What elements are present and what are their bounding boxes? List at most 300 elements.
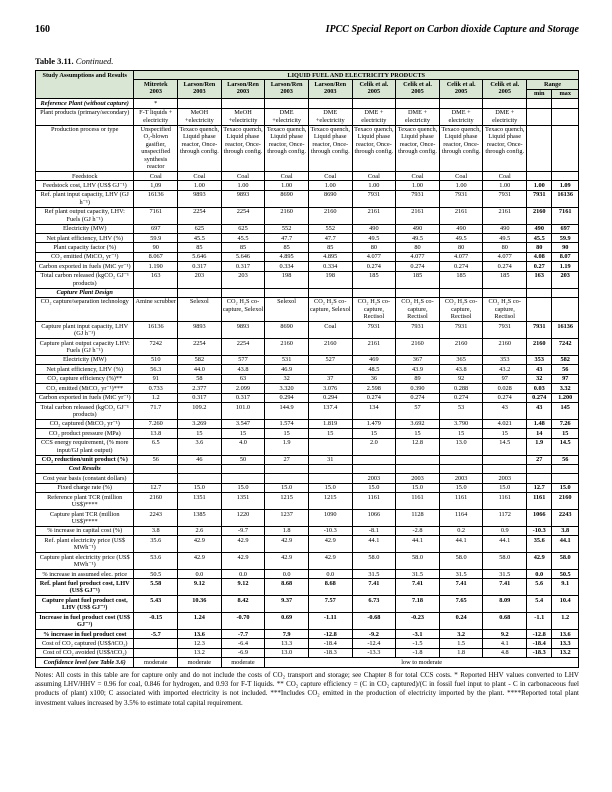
value-cell: MeOH +electricity bbox=[178, 108, 222, 125]
value-cell: Texaco quench, Liquid phase reactor, Once-through config. bbox=[221, 125, 265, 172]
value-cell: 198 bbox=[308, 271, 352, 288]
row-label: Capture plant input capacity, LHV (GJ h⁻¹) bbox=[36, 322, 134, 339]
max-cell: 8.07 bbox=[552, 252, 579, 261]
value-cell: 0.274 bbox=[483, 262, 527, 271]
table-row bbox=[36, 374, 579, 383]
value-cell: 2160 bbox=[308, 339, 352, 356]
table-row bbox=[36, 355, 579, 364]
value-cell: 31 bbox=[308, 455, 352, 464]
value-cell: -1.11 bbox=[308, 613, 352, 630]
value-cell: 0.274 bbox=[396, 393, 440, 402]
value-cell: MeOH +electricity bbox=[221, 108, 265, 125]
value-cell: 12.7 bbox=[134, 483, 178, 492]
value-cell bbox=[308, 438, 352, 455]
value-cell: 58.0 bbox=[483, 553, 527, 570]
value-cell: -6.9 bbox=[221, 648, 265, 657]
max-cell: 9.1 bbox=[552, 579, 579, 596]
value-cell: -9.7 bbox=[221, 526, 265, 535]
value-cell bbox=[439, 99, 483, 108]
value-cell: 85 bbox=[221, 243, 265, 252]
value-cell: 1215 bbox=[265, 493, 309, 510]
value-cell: 27 bbox=[265, 455, 309, 464]
value-cell: 42.9 bbox=[178, 536, 222, 553]
max-cell: 15 bbox=[552, 429, 579, 438]
value-cell: -2.8 bbox=[396, 526, 440, 535]
value-cell: 80 bbox=[352, 243, 396, 252]
value-cell: 0.294 bbox=[308, 393, 352, 402]
max-cell: 2160 bbox=[552, 493, 579, 510]
value-cell: 15 bbox=[352, 429, 396, 438]
confidence-cell: moderate bbox=[221, 658, 265, 667]
table-caption-label: Table 3.11. bbox=[35, 56, 74, 66]
value-cell: 0.288 bbox=[439, 384, 483, 393]
row-label: Cost of CO₂ avoided (US$/tCO₂) bbox=[36, 648, 134, 657]
value-cell bbox=[439, 288, 483, 297]
value-cell: 7931 bbox=[439, 322, 483, 339]
value-cell: Coal bbox=[483, 172, 527, 181]
table-row bbox=[36, 419, 579, 428]
value-cell: 13.3 bbox=[265, 639, 309, 648]
value-cell: -6.4 bbox=[221, 639, 265, 648]
value-cell bbox=[483, 288, 527, 297]
value-cell: 2003 bbox=[352, 474, 396, 483]
value-cell: 2003 bbox=[396, 474, 440, 483]
value-cell bbox=[221, 99, 265, 108]
table-row bbox=[36, 403, 579, 420]
max-cell: 56 bbox=[552, 365, 579, 374]
row-label: Cost of CO₂ captured (US$/tCO₂) bbox=[36, 639, 134, 648]
max-cell: 1.19 bbox=[552, 262, 579, 271]
study-year: 2003 bbox=[323, 88, 337, 96]
value-cell: Texaco quench, Liquid phase reactor, Once-through config. bbox=[483, 125, 527, 172]
value-cell: 2161 bbox=[352, 339, 396, 356]
min-cell: 1.9 bbox=[527, 438, 552, 455]
value-cell: 45.5 bbox=[178, 234, 222, 243]
table-row bbox=[36, 234, 579, 243]
value-cell: 1,09 bbox=[134, 181, 178, 190]
value-cell: 490 bbox=[439, 224, 483, 233]
value-cell: 15.0 bbox=[352, 483, 396, 492]
value-cell: Texaco quench, Liquid phase reactor, Once-through config. bbox=[178, 125, 222, 172]
value-cell: 44.1 bbox=[439, 536, 483, 553]
value-cell: 63 bbox=[221, 374, 265, 383]
value-cell: 50.5 bbox=[134, 570, 178, 579]
value-cell: DME + electricity bbox=[352, 108, 396, 125]
value-cell: 1161 bbox=[396, 493, 440, 510]
value-cell: Coal bbox=[396, 172, 440, 181]
min-cell: 7931 bbox=[527, 190, 552, 207]
value-cell: 49.5 bbox=[439, 234, 483, 243]
row-label: CO₂ captured (MtCO₂ yr⁻¹) bbox=[36, 419, 134, 428]
value-cell: 15 bbox=[221, 429, 265, 438]
value-cell: DME + electricity bbox=[396, 108, 440, 125]
value-cell: 0.0 bbox=[308, 570, 352, 579]
row-label: CO₂ emitted (MtCO₂ yr⁻¹)*** bbox=[36, 384, 134, 393]
value-cell: 0.274 bbox=[352, 262, 396, 271]
value-cell: 625 bbox=[221, 224, 265, 233]
table-row bbox=[36, 630, 579, 639]
table-row bbox=[36, 474, 579, 483]
study-header-cell bbox=[352, 80, 396, 99]
value-cell: F-T liquids + electricity bbox=[134, 108, 178, 125]
value-cell: 9.12 bbox=[221, 579, 265, 596]
value-cell: -1.5 bbox=[396, 639, 440, 648]
value-cell: -0.68 bbox=[352, 613, 396, 630]
min-cell bbox=[527, 464, 552, 473]
max-cell: 2243 bbox=[552, 510, 579, 527]
study-name: Mitretek bbox=[143, 80, 168, 88]
row-label: Electricity (MW) bbox=[36, 355, 134, 364]
value-cell: 42.9 bbox=[308, 553, 352, 570]
value-cell: -13.3 bbox=[352, 648, 396, 657]
value-cell: 4.8 bbox=[483, 648, 527, 657]
min-cell: -18.4 bbox=[527, 639, 552, 648]
row-label: Electricity (MW) bbox=[36, 224, 134, 233]
value-cell: 2161 bbox=[396, 207, 440, 224]
value-cell: Texaco quench, Liquid phase reactor, Once-through config. bbox=[308, 125, 352, 172]
value-cell: 0.317 bbox=[221, 262, 265, 271]
value-cell bbox=[352, 99, 396, 108]
value-cell: 510 bbox=[134, 355, 178, 364]
row-label: % increase in assumed elec. price bbox=[36, 570, 134, 579]
confidence-cell: moderate bbox=[134, 658, 178, 667]
value-cell: 71.7 bbox=[134, 403, 178, 420]
value-cell: 43.9 bbox=[396, 365, 440, 374]
value-cell: 7.18 bbox=[396, 596, 440, 613]
value-cell: Coal bbox=[134, 172, 178, 181]
value-cell: 7931 bbox=[396, 190, 440, 207]
value-cell: 8.68 bbox=[308, 579, 352, 596]
table-row bbox=[36, 658, 579, 667]
range-header-cell: Range bbox=[527, 80, 579, 89]
table-row bbox=[36, 596, 579, 613]
max-cell: 58.0 bbox=[552, 553, 579, 570]
value-cell: Texaco quench, Liquid phase reactor, Once-through config. bbox=[265, 125, 309, 172]
value-cell: 1351 bbox=[178, 493, 222, 510]
study-year: 2005 bbox=[367, 88, 381, 96]
value-cell: 1172 bbox=[483, 510, 527, 527]
value-cell: 49.5 bbox=[396, 234, 440, 243]
value-cell: 3.6 bbox=[178, 438, 222, 455]
value-cell bbox=[396, 288, 440, 297]
study-name: Larson/Ren bbox=[314, 80, 347, 88]
value-cell: 2254 bbox=[178, 339, 222, 356]
value-cell: Unspecified O₂-blown gasifier, unspecified synthesis reactor bbox=[134, 125, 178, 172]
value-cell: 36 bbox=[352, 374, 396, 383]
value-cell: 8.42 bbox=[221, 596, 265, 613]
value-cell: 2160 bbox=[265, 339, 309, 356]
min-cell: 42.9 bbox=[527, 553, 552, 570]
value-cell: 59.9 bbox=[134, 234, 178, 243]
max-cell bbox=[552, 108, 579, 125]
value-cell: 5.646 bbox=[221, 252, 265, 261]
value-cell bbox=[439, 455, 483, 464]
min-cell: 2160 bbox=[527, 339, 552, 356]
value-cell: 2160 bbox=[396, 339, 440, 356]
table-row bbox=[36, 108, 579, 125]
table-body bbox=[36, 99, 579, 667]
study-name: Larson/Ren bbox=[183, 80, 216, 88]
page-content bbox=[35, 24, 579, 708]
value-cell bbox=[221, 464, 265, 473]
row-label: CO₂ emitted (MtCO₂ yr⁻¹) bbox=[36, 252, 134, 261]
value-cell: 0.317 bbox=[178, 393, 222, 402]
value-cell: Texaco quench, Liquid phase reactor, Once-through config. bbox=[352, 125, 396, 172]
row-label: Capture plant fuel product cost, LHV (US$ GJ⁻¹) bbox=[36, 596, 134, 613]
value-cell: 203 bbox=[221, 271, 265, 288]
value-cell: 7931 bbox=[352, 190, 396, 207]
value-cell: 0.68 bbox=[483, 613, 527, 630]
value-cell: 2003 bbox=[439, 474, 483, 483]
value-cell: 490 bbox=[483, 224, 527, 233]
notes-text: Notes: All costs in this table are for capture only and do not include the costs of CO₂ transport and storage; see Chapter 8 for total CCS costs. * Reported HHV values converted to LHV assuming LHV/HHV = 0.96 for coal, 0.846 for hydrogen, and 0.93 for F-T liquids. ** CO₂ capture efficiency = (C in CO₂ captured)/(C in fossil fuel input to plant - C in carbonaceous fuel products of plant) x100; C associated with imported electricity is not included. ***Includes CO₂ emitted in the production of electricity imported by the plant. ****Reported total plant investment values increased by 3.5% to estimate total capital requirement. bbox=[35, 670, 579, 707]
value-cell: 42.9 bbox=[221, 553, 265, 570]
value-cell: 490 bbox=[396, 224, 440, 233]
value-cell: 43.2 bbox=[483, 365, 527, 374]
value-cell: 7161 bbox=[134, 207, 178, 224]
value-cell: 490 bbox=[352, 224, 396, 233]
value-cell: 2160 bbox=[439, 339, 483, 356]
value-cell: 2160 bbox=[134, 493, 178, 510]
value-cell: Selexol bbox=[265, 297, 309, 321]
value-cell: 4.0 bbox=[221, 438, 265, 455]
value-cell: -12.8 bbox=[308, 630, 352, 639]
value-cell: 2161 bbox=[483, 207, 527, 224]
row-label: Capture plant output capacity LHV: Fuels (GJ h⁻¹) bbox=[36, 339, 134, 356]
value-cell: 4.077 bbox=[439, 252, 483, 261]
row-label: Net plant efficiency, LHV (%) bbox=[36, 234, 134, 243]
min-cell bbox=[527, 474, 552, 483]
value-cell: 2003 bbox=[483, 474, 527, 483]
value-cell: Texaco quench, Liquid phase reactor, Once-through config. bbox=[439, 125, 483, 172]
value-cell: 15 bbox=[178, 429, 222, 438]
value-cell: 35.6 bbox=[134, 536, 178, 553]
value-cell: 163 bbox=[134, 271, 178, 288]
value-cell: 90 bbox=[134, 243, 178, 252]
value-cell: 7242 bbox=[134, 339, 178, 356]
table-row bbox=[36, 172, 579, 181]
min-cell bbox=[527, 288, 552, 297]
min-cell: 0.27 bbox=[527, 262, 552, 271]
value-cell: 7.41 bbox=[396, 579, 440, 596]
value-cell: 577 bbox=[221, 355, 265, 364]
value-cell: 16136 bbox=[134, 322, 178, 339]
value-cell: 7.41 bbox=[483, 579, 527, 596]
row-label: Ref. plant fuel product cost, LHV (US$ GJ⁻¹) bbox=[36, 579, 134, 596]
value-cell: Coal bbox=[178, 172, 222, 181]
max-cell: 16136 bbox=[552, 190, 579, 207]
value-cell: 13.0 bbox=[265, 648, 309, 657]
row-label: CO₂ reduction/unit product (%) bbox=[36, 455, 134, 464]
min-cell: 4.08 bbox=[527, 252, 552, 261]
value-cell: 91 bbox=[134, 374, 178, 383]
min-cell: -18.3 bbox=[527, 648, 552, 657]
row-label: Feedstock bbox=[36, 172, 134, 181]
value-cell: -3.1 bbox=[396, 630, 440, 639]
value-cell: 15.0 bbox=[178, 483, 222, 492]
value-cell bbox=[221, 288, 265, 297]
value-cell: 7931 bbox=[483, 190, 527, 207]
value-cell: CO₂ H₂S co-capture, Rectisol bbox=[483, 297, 527, 321]
value-cell: 37 bbox=[308, 374, 352, 383]
table-row bbox=[36, 579, 579, 596]
max-cell: 7161 bbox=[552, 207, 579, 224]
value-cell bbox=[134, 464, 178, 473]
max-cell bbox=[552, 297, 579, 321]
max-cell: 582 bbox=[552, 355, 579, 364]
value-cell: 185 bbox=[483, 271, 527, 288]
value-cell: 9893 bbox=[178, 190, 222, 207]
value-cell: 5.646 bbox=[178, 252, 222, 261]
value-cell: 9893 bbox=[221, 190, 265, 207]
value-cell bbox=[265, 474, 309, 483]
value-cell: CO₂ H₂S co-capture, Rectisol bbox=[396, 297, 440, 321]
max-cell: 3.32 bbox=[552, 384, 579, 393]
min-cell bbox=[527, 297, 552, 321]
row-label: Carbon exported in fuels (MtC yr⁻¹) bbox=[36, 262, 134, 271]
max-cell: 13.3 bbox=[552, 639, 579, 648]
value-cell: 2254 bbox=[178, 207, 222, 224]
value-cell: DME +electricity bbox=[265, 108, 309, 125]
value-cell: 109.2 bbox=[178, 403, 222, 420]
value-cell: 0.317 bbox=[221, 393, 265, 402]
study-year: 2005 bbox=[498, 88, 512, 96]
value-cell: 4.895 bbox=[308, 252, 352, 261]
value-cell bbox=[396, 99, 440, 108]
value-cell: 53 bbox=[439, 403, 483, 420]
value-cell: -10.3 bbox=[308, 526, 352, 535]
min-cell: 80 bbox=[527, 243, 552, 252]
min-cell: 7931 bbox=[527, 322, 552, 339]
max-cell: 97 bbox=[552, 374, 579, 383]
value-cell: 3.076 bbox=[308, 384, 352, 393]
max-cell: 697 bbox=[552, 224, 579, 233]
min-cell bbox=[527, 108, 552, 125]
value-cell: 6.5 bbox=[134, 438, 178, 455]
table-row bbox=[36, 510, 579, 527]
max-cell bbox=[552, 99, 579, 108]
value-cell bbox=[396, 464, 440, 473]
table-row bbox=[36, 570, 579, 579]
row-label: Ref. plant input capacity, LHV (GJ h⁻¹) bbox=[36, 190, 134, 207]
value-cell: -7.7 bbox=[221, 630, 265, 639]
study-header-cell bbox=[221, 80, 265, 99]
value-cell bbox=[134, 474, 178, 483]
value-cell: 1161 bbox=[439, 493, 483, 510]
value-cell: 8.09 bbox=[483, 596, 527, 613]
value-cell: 2254 bbox=[221, 339, 265, 356]
value-cell: 7.260 bbox=[134, 419, 178, 428]
value-cell: 3.320 bbox=[265, 384, 309, 393]
value-cell: 31.5 bbox=[396, 570, 440, 579]
value-cell: 2160 bbox=[308, 207, 352, 224]
table-row bbox=[36, 393, 579, 402]
value-cell: 1161 bbox=[483, 493, 527, 510]
value-cell: 2254 bbox=[221, 207, 265, 224]
min-cell: 35.6 bbox=[527, 536, 552, 553]
value-cell: 7931 bbox=[483, 322, 527, 339]
max-cell: 15.0 bbox=[552, 483, 579, 492]
value-cell: 2243 bbox=[134, 510, 178, 527]
value-cell: -0.15 bbox=[134, 613, 178, 630]
table-row bbox=[36, 181, 579, 190]
value-cell: 0.334 bbox=[265, 262, 309, 271]
confidence-cell: moderate bbox=[178, 658, 222, 667]
value-cell: 531 bbox=[265, 355, 309, 364]
value-cell: 1.9 bbox=[265, 438, 309, 455]
value-cell: 7.41 bbox=[352, 579, 396, 596]
value-cell: 9.12 bbox=[178, 579, 222, 596]
value-cell: 44.1 bbox=[352, 536, 396, 553]
max-cell: 203 bbox=[552, 271, 579, 288]
table-row bbox=[36, 429, 579, 438]
table-caption-continued: Continued. bbox=[75, 56, 114, 66]
value-cell: Coal bbox=[265, 172, 309, 181]
min-cell: -1.1 bbox=[527, 613, 552, 630]
value-cell: 0.69 bbox=[265, 613, 309, 630]
study-name: Celik et al. bbox=[403, 80, 432, 88]
table-row bbox=[36, 339, 579, 356]
value-cell: 14.5 bbox=[483, 438, 527, 455]
value-cell: CO₂ H₂S co-capture, Rectisol bbox=[439, 297, 483, 321]
value-cell: 42.9 bbox=[265, 536, 309, 553]
study-header-cell bbox=[396, 80, 440, 99]
value-cell: 15.0 bbox=[439, 483, 483, 492]
value-cell: 3.790 bbox=[439, 419, 483, 428]
row-label: Plant capacity factor (%) bbox=[36, 243, 134, 252]
min-cell: 1.48 bbox=[527, 419, 552, 428]
table-row bbox=[36, 207, 579, 224]
study-name: Celik et al. bbox=[446, 80, 476, 88]
value-cell: 8.067 bbox=[134, 252, 178, 261]
value-cell: 198 bbox=[265, 271, 309, 288]
study-year: 2003 bbox=[280, 88, 293, 96]
value-cell: 0.0 bbox=[178, 570, 222, 579]
value-cell: DME + electricity bbox=[483, 108, 527, 125]
table-header bbox=[36, 71, 579, 99]
value-cell bbox=[352, 455, 396, 464]
value-cell: 80 bbox=[439, 243, 483, 252]
row-label: CO₂ product pressure (MPa) bbox=[36, 429, 134, 438]
value-cell: 1.00 bbox=[308, 181, 352, 190]
value-cell: 12.3 bbox=[178, 639, 222, 648]
value-cell: Coal bbox=[352, 172, 396, 181]
row-label: CCS energy requirement, (% more input/GJ plant output) bbox=[36, 438, 134, 455]
value-cell: 32 bbox=[265, 374, 309, 383]
study-header-cell bbox=[308, 80, 352, 99]
value-cell: 1161 bbox=[352, 493, 396, 510]
value-cell: 1.5 bbox=[439, 639, 483, 648]
value-cell bbox=[265, 288, 309, 297]
value-cell: 80 bbox=[396, 243, 440, 252]
min-cell: 490 bbox=[527, 224, 552, 233]
value-cell: -18.3 bbox=[308, 648, 352, 657]
value-cell: 4.077 bbox=[483, 252, 527, 261]
value-cell: 12.8 bbox=[396, 438, 440, 455]
value-cell: -8.1 bbox=[352, 526, 396, 535]
value-cell: 7.41 bbox=[439, 579, 483, 596]
value-cell: 31.5 bbox=[352, 570, 396, 579]
value-cell: 7931 bbox=[352, 322, 396, 339]
value-cell: 42.9 bbox=[178, 553, 222, 570]
value-cell bbox=[352, 288, 396, 297]
min-cell: 0.0 bbox=[527, 570, 552, 579]
value-cell: 2161 bbox=[439, 207, 483, 224]
row-label: Feedstock cost, LHV (US$ GJ⁻¹) bbox=[36, 181, 134, 190]
value-cell: 185 bbox=[396, 271, 440, 288]
value-cell bbox=[178, 474, 222, 483]
table-row bbox=[36, 648, 579, 657]
